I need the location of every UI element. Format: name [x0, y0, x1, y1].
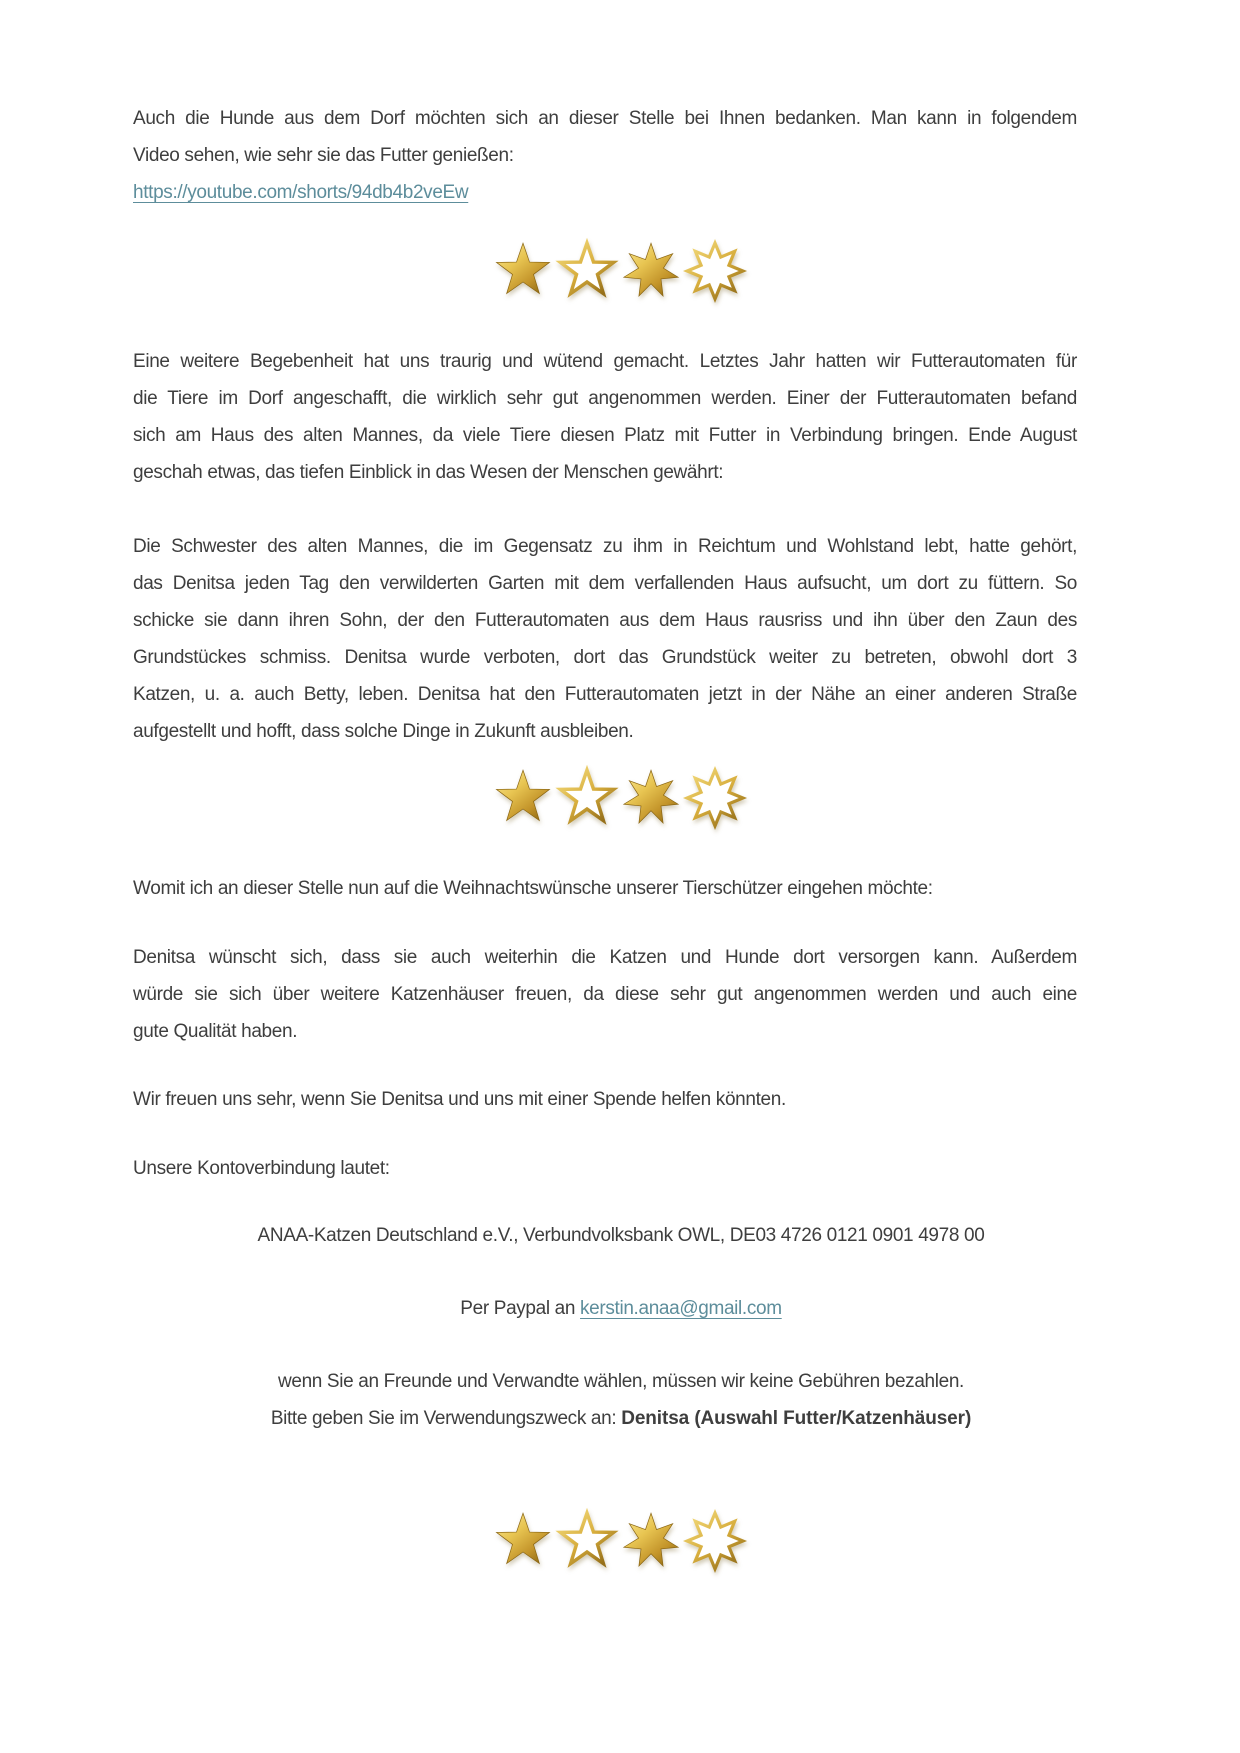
- video-link-line: [133, 174, 1077, 211]
- star-outline-8-icon: [686, 242, 744, 300]
- star-outline-8-icon: [686, 769, 744, 827]
- star-filled-5-icon: [494, 769, 552, 827]
- star-filled-7-icon: [622, 1512, 680, 1570]
- paragraph-wishes-intro: Womit ich an dieser Stelle nun auf die Weihnachtswünsche unserer Tierschützer eingehen möchte:: [133, 878, 933, 899]
- paypal-line: [133, 1290, 1077, 1327]
- star-divider-bottom: [147, 1510, 1091, 1572]
- star-filled-5-icon: [494, 242, 552, 300]
- bank-details-line: ANAA-Katzen Deutschland e.V., Verbundvolksbank OWL, DE03 4726 0121 0901 4978 00: [257, 1225, 985, 1246]
- paypal-prefix-text: Per Paypal an: [460, 1298, 581, 1319]
- purpose-prefix-text: Bitte geben Sie im Verwendungszweck an:: [270, 1408, 622, 1429]
- star-divider-top: [147, 240, 1091, 302]
- paragraph-denitsa-wish: Denitsa wünscht sich, dass sie auch weiterhin die Katzen und Hunde dort versorgen kann. Außerdem würde sie sich über weitere Katzenhäuser freuen, da diese sehr gut angenommen werden und auch eine gute Qualität haben.: [133, 947, 1077, 1042]
- star-filled-7-icon: [622, 769, 680, 827]
- star-outline-5-icon: [558, 769, 616, 827]
- paypal-fee-note-line: wenn Sie an Freunde und Verwandte wählen, müssen wir keine Gebühren bezahlen.: [277, 1371, 964, 1392]
- star-outline-5-icon: [558, 1512, 616, 1570]
- paragraph-donation-request: Wir freuen uns sehr, wenn Sie Denitsa und uns mit einer Spende helfen könnten.: [133, 1089, 786, 1110]
- paypal-email-link[interactable]: kerstin.anaa@gmail.com: [580, 1298, 782, 1319]
- star-outline-8-icon: [686, 1512, 744, 1570]
- paragraph-sister-story: Die Schwester des alten Mannes, die im Gegensatz zu ihm in Reichtum und Wohlstand lebt, hatte gehört, das Denitsa jeden Tag den verwilderten Garten mit dem verfallenden Haus aufsucht, um dort zu füttern. So schicke sie dann ihren Sohn, der den Futterautomaten aus dem Haus rausriss und ihn über den Zaun des Grundstückes schmiss. Denitsa wurde verboten, dort das Grundstück weiter zu betreten, obwohl dort 3 Katzen, u. a. auch Betty, leben. Denitsa hat den Futterautomaten jetzt in der Nähe an einer anderen Straße aufgestellt und hofft, dass solche Dinge in Zukunft ausbleiben.: [133, 536, 1077, 742]
- paragraph-feeder-incident: Eine weitere Begebenheit hat uns traurig und wütend gemacht. Letztes Jahr hatten wir Futterautomaten für die Tiere im Dorf angeschafft, die wirklich sehr gut angenommen werden. Einer der Futterautomaten befand sich am Haus des alten Mannes, da viele Tiere diesen Platz mit Futter in Verbindung bringen. Ende August geschah etwas, das tiefen Einblick in das Wesen der Menschen gewährt:: [133, 351, 1077, 483]
- youtube-video-link[interactable]: https://youtube.com/shorts/94db4b2veEw: [133, 182, 469, 203]
- paragraph-dogs-thanks: Auch die Hunde aus dem Dorf möchten sich an dieser Stelle bei Ihnen bedanken. Man kann in folgendem Video sehen, wie sehr sie das Futter genießen:: [133, 108, 1077, 166]
- paragraph-account-intro: Unsere Kontoverbindung lautet:: [133, 1158, 390, 1179]
- star-filled-5-icon: [494, 1512, 552, 1570]
- purpose-line: [133, 1400, 1077, 1437]
- purpose-value-text: Denitsa (Auswahl Futter/Katzenhäuser): [621, 1408, 972, 1429]
- star-outline-5-icon: [558, 242, 616, 300]
- star-divider-middle: [147, 767, 1091, 829]
- star-filled-7-icon: [622, 242, 680, 300]
